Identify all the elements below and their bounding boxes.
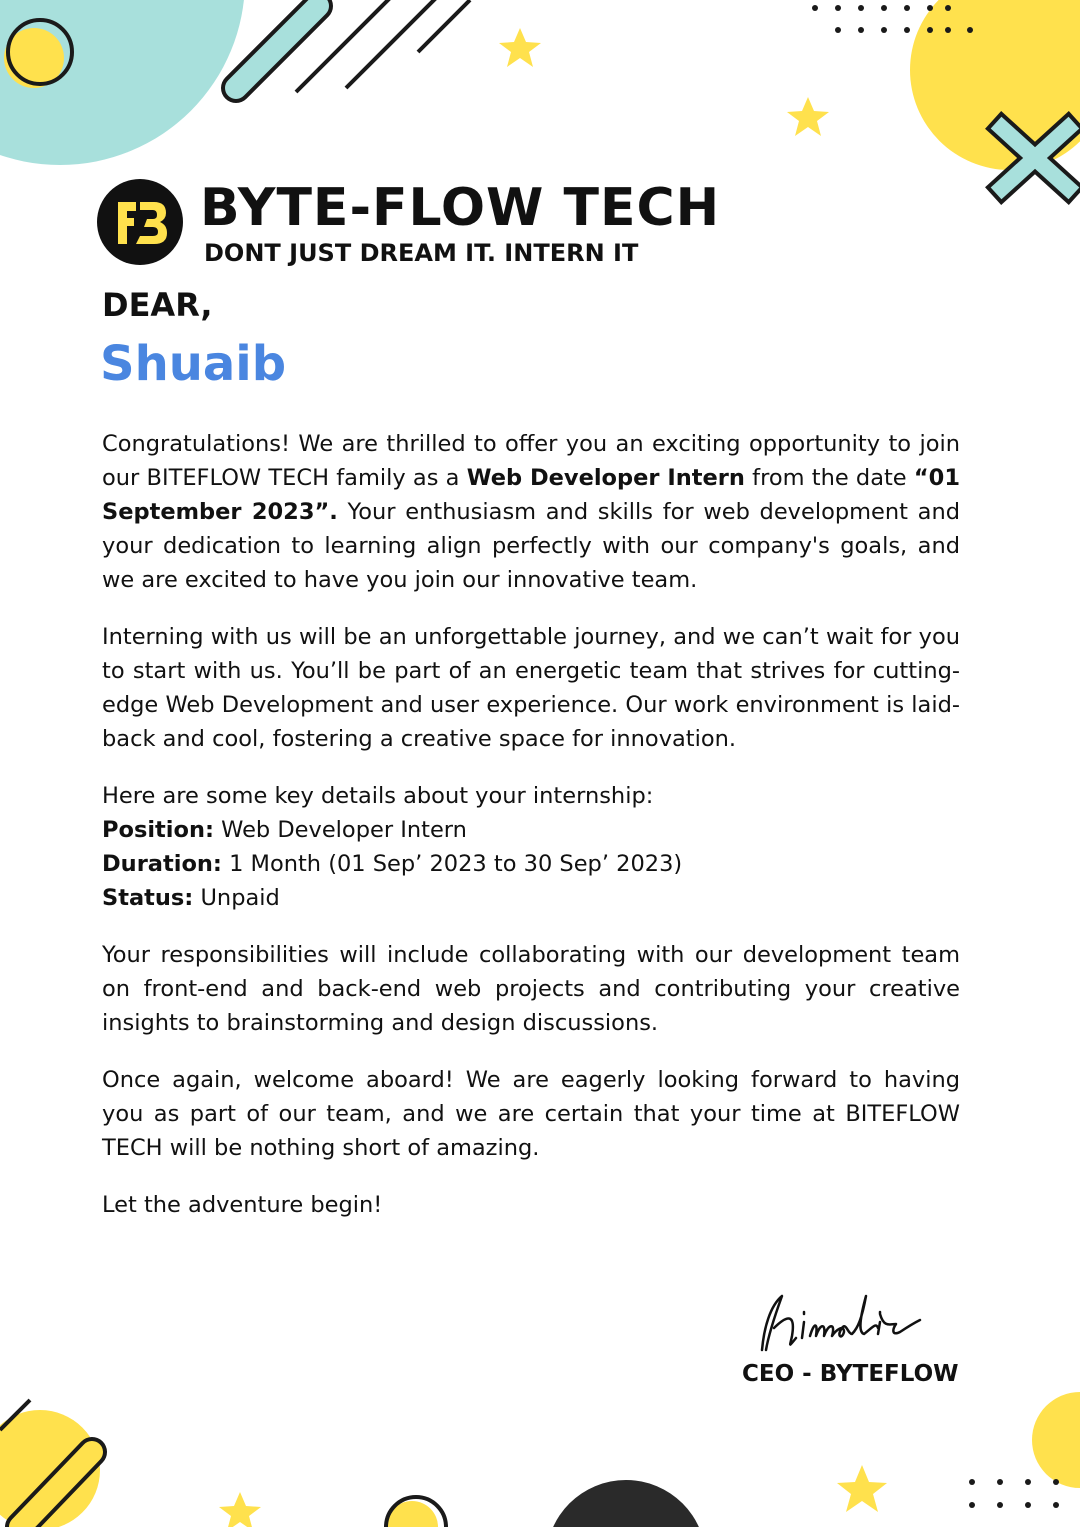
paragraph-journey: Interning with us will be an unforgettable journey, and we can’t wait for you to start with us. You’ll be part of an energetic team that strives for cutting-edge Web Development and user experience. Our work environment is laid-back and cool, fostering a creative space for innovation. (102, 624, 960, 752)
detail-duration: Duration: 1 Month (01 Sep’ 2023 to 30 Sep’ 2023) (102, 851, 683, 877)
handwritten-signature-icon (752, 1288, 952, 1358)
logo-mark (96, 178, 186, 272)
signature-image (752, 1288, 952, 1362)
detail-status: Status: Unpaid (102, 885, 280, 911)
star-bottom-1 (219, 1492, 261, 1527)
brand-name: BYTE-FLOW TECH (200, 178, 721, 238)
date-highlight: “01 September 2023”. (102, 465, 960, 525)
paragraph-responsibilities: Your responsibilities will include collaborating with our development team on front-end and back-end web projects and contributing your creative insights to brainstorming and design discussions. (102, 942, 960, 1036)
yellow-blob-bottom-right (1032, 1392, 1080, 1488)
star-bottom-2 (837, 1465, 887, 1512)
closing-line: Let the adventure begin! (102, 1192, 383, 1218)
recipient-name: Shuaib (100, 336, 287, 392)
internship-details (102, 779, 960, 915)
dots-bottom-right (969, 1479, 1059, 1508)
byteflow-logo-icon (96, 178, 186, 268)
detail-position: Position: Web Developer Intern (102, 817, 467, 843)
diagonal-bars-top (236, 0, 470, 92)
paragraph-intro: Congratulations! We are thrilled to offer you an exciting opportunity to join our BITEFLOW TECH family as a Web Developer Intern from the date “01 September 2023”. Your enthusiasm and skills for web development and your dedication to learning align perfectly with our company's goals, and we are excited to have you join our innovative team. (102, 431, 960, 593)
paragraph-welcome: Once again, welcome aboard! We are eagerly looking forward to having you as part of our team, and we are certain that your time at BITEFLOW TECH will be nothing short of amazing. (102, 1067, 960, 1161)
letter-body (102, 427, 960, 1245)
brand-tagline: DONT JUST DREAM IT. INTERN IT (204, 239, 639, 267)
star-top-2 (787, 97, 829, 136)
salutation: DEAR, (102, 286, 213, 324)
signer-title: CEO - BYTEFLOW (742, 1361, 959, 1387)
role-highlight: Web Developer Intern (466, 465, 745, 491)
star-top-1 (499, 28, 541, 67)
dark-semicircle-bottom (546, 1480, 706, 1527)
details-intro: Here are some key details about your internship: (102, 783, 654, 809)
